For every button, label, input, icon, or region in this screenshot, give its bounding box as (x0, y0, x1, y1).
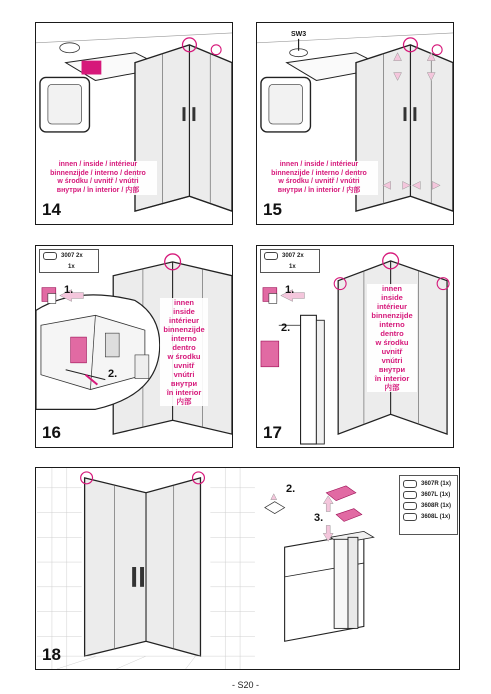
inside-label-line: внутри / în interior / 内部 (56, 186, 140, 194)
inside-label-line: intérieur (168, 316, 199, 325)
step-17-illustration (257, 246, 453, 447)
callout-step-1: 1. (285, 284, 295, 296)
inside-label-line: binnenzijde / interno / dentro (50, 169, 146, 177)
parts-list (399, 475, 458, 535)
tool-label: SW3 (291, 31, 307, 38)
callout-step-2: 2. (108, 368, 118, 380)
inside-label-line: binnenzijde (371, 311, 413, 320)
kit-row (261, 250, 319, 261)
inside-label-line: binnenzijde (163, 325, 205, 334)
inside-label-line: innen / inside / intérieur (58, 161, 138, 168)
inside-label-line: w środku (167, 352, 201, 361)
kit-row (40, 261, 98, 272)
inside-label-line: 内部 (176, 397, 192, 406)
step-18-illustration (36, 468, 459, 669)
inside-label-line: внутри (170, 379, 198, 388)
kit-row (261, 261, 319, 272)
bracket-icon (43, 252, 57, 260)
inside-label-line: interno (171, 334, 197, 343)
kit-qty: 1x (68, 263, 75, 270)
inside-label-line: intérieur (376, 302, 407, 311)
step-18-panel (35, 467, 460, 670)
step-16-panel (35, 245, 233, 448)
parts-list-row (400, 489, 457, 500)
step-17-panel (256, 245, 454, 448)
inside-label-line: dentro (172, 343, 196, 352)
inside-label-line: w środku / uvnitř / vnútri (57, 178, 139, 185)
inside-label-stacked (160, 298, 208, 406)
kit-box (39, 249, 99, 273)
step-number: 18 (42, 645, 61, 664)
callout-step-1: 1. (64, 284, 74, 296)
step-number: 15 (263, 200, 282, 219)
inside-label-line: внутри (378, 365, 406, 374)
kit-code: 3007 2x (282, 252, 304, 259)
inside-label-line: dentro (380, 329, 404, 338)
inside-label-line: vnútri (381, 356, 403, 365)
part-code: 3607L (1x) (421, 491, 451, 498)
inside-label-line: vnútri (173, 370, 195, 379)
step-15-panel (256, 22, 454, 225)
inside-label-line: внутри / în interior / 内部 (277, 186, 361, 194)
inside-label-line: innen / inside / intérieur (279, 161, 359, 168)
inside-label (260, 161, 378, 195)
inside-label-line: inside (381, 293, 403, 302)
inside-label-line: în interior (166, 388, 202, 397)
inside-label-line: innen (174, 298, 194, 307)
callout-step-2: 2. (281, 322, 291, 334)
parts-list-row (400, 478, 457, 489)
parts-list-row (400, 511, 457, 522)
part-code: 3607R (1x) (421, 480, 452, 487)
kit-qty: 1x (289, 263, 296, 270)
cap-icon (403, 513, 417, 521)
callout-step-3: 3. (314, 512, 324, 524)
step-number: 16 (42, 423, 61, 442)
page-number: - S20 - (231, 680, 259, 690)
step-14-panel (35, 22, 233, 225)
part-code: 3608L (1x) (421, 513, 451, 520)
inside-label-line: interno (379, 320, 405, 329)
kit-box (260, 249, 320, 273)
inside-label-line: în interior (374, 374, 410, 383)
inside-label-line: w środku / uvnitř / vnútri (278, 178, 360, 185)
inside-label-line: w środku (375, 338, 409, 347)
inside-label-line: binnenzijde / interno / dentro (271, 169, 367, 177)
cap-icon (403, 491, 417, 499)
kit-row (40, 250, 98, 261)
callout-step-2: 2. (286, 483, 296, 495)
inside-label-line: inside (173, 307, 195, 316)
kit-code: 3007 2x (61, 252, 83, 259)
parts-list-row (400, 500, 457, 511)
step-number: 17 (263, 423, 282, 442)
inside-label-line: innen (382, 284, 402, 293)
inside-label-line: uvnitř (173, 361, 195, 370)
inside-label-line: uvnitř (381, 347, 403, 356)
cap-icon (403, 480, 417, 488)
inside-label-line: 内部 (384, 383, 400, 392)
inside-label-stacked (367, 284, 417, 392)
cap-icon (403, 502, 417, 510)
step-number: 14 (42, 200, 61, 219)
bracket-icon (264, 252, 278, 260)
part-code: 3608R (1x) (421, 502, 452, 509)
inside-label (39, 161, 157, 195)
